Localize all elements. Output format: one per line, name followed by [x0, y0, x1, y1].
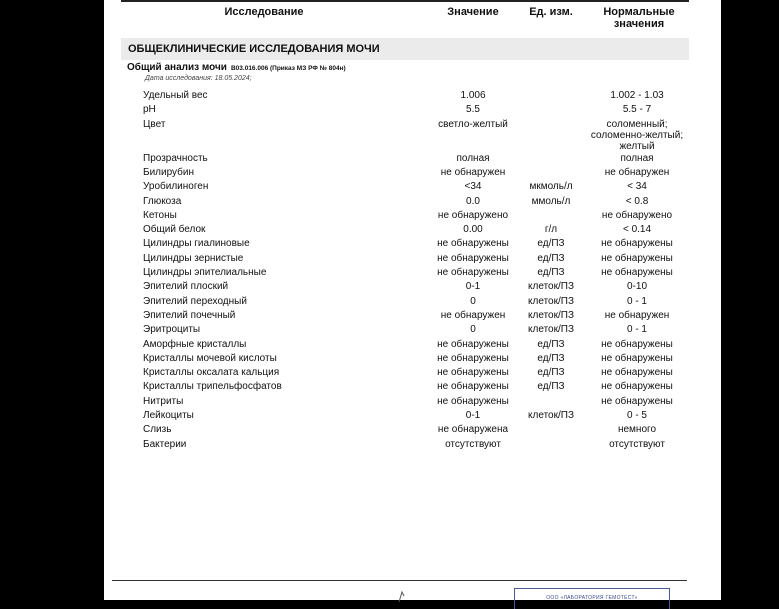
row-unit: ед/ПЗ — [537, 352, 565, 364]
row-value: не обнаружены — [437, 352, 509, 364]
row-unit: мкмоль/л — [529, 181, 573, 193]
row-norm: отсутствуют — [609, 438, 665, 450]
row-norm: < 0.8 — [625, 195, 649, 207]
row-norm: не обнаружены — [601, 267, 673, 278]
row-norm: < 34 — [627, 181, 647, 193]
row-unit: клеток/ПЗ — [528, 281, 574, 293]
row-name: Цилиндры гиалиновые — [143, 238, 250, 250]
analysis-code: В03.016.006 (Приказ МЗ РФ № 804н) — [230, 65, 346, 72]
analysis-title — [127, 62, 346, 73]
row-norm: не обнаружены — [601, 238, 673, 250]
row-value: 1.006 — [460, 90, 486, 101]
row-norm: не обнаружен — [604, 309, 670, 321]
row-name: Эпителий плоский — [143, 281, 229, 293]
row-value: не обнаружены — [437, 338, 509, 350]
row-name: Прозрачность — [143, 152, 208, 164]
row-value: не обнаружены — [437, 238, 509, 250]
row-name: Эритроциты — [143, 324, 201, 336]
row-value: не обнаружены — [437, 381, 509, 393]
row-norm: немного — [617, 424, 657, 436]
row-norm: не обнаружены — [601, 352, 673, 364]
column-header-value: Значение — [447, 6, 499, 18]
row-value: 0.00 — [463, 224, 483, 236]
row-name: Эпителий переходный — [143, 295, 247, 307]
row-name: Лейкоциты — [143, 410, 194, 421]
analysis-name: Общий анализ мочи — [127, 62, 227, 73]
row-name: Кристаллы оксалата кальция — [143, 367, 280, 379]
row-value: отсутствуют — [445, 438, 501, 450]
row-unit: ед/ПЗ — [537, 367, 565, 379]
row-unit: ед/ПЗ — [537, 252, 565, 264]
row-name: Билирубин — [143, 166, 194, 178]
row-norm: не обнаружены — [601, 395, 673, 407]
row-value: светло-желтый — [438, 118, 508, 130]
row-unit: ед/ПЗ — [537, 338, 565, 350]
column-header-unit: Ед. изм. — [529, 6, 573, 18]
row-value: не обнаружены — [437, 395, 509, 407]
row-value: полная — [456, 152, 490, 164]
row-name: Нитриты — [143, 395, 184, 407]
row-unit: г/л — [544, 224, 558, 236]
row-value: не обнаружен — [440, 309, 506, 321]
row-name: Цилиндры зернистые — [143, 252, 244, 264]
row-value: 5.5 — [466, 104, 480, 116]
row-unit: ед/ПЗ — [537, 381, 565, 393]
row-unit: ммоль/л — [531, 195, 571, 207]
row-name: Слизь — [143, 424, 172, 436]
row-name: Эпителий почечный — [143, 309, 236, 321]
row-norm: 0-10 — [626, 281, 647, 293]
row-norm: не обнаружено — [601, 209, 673, 221]
row-value: не обнаружены — [437, 367, 509, 379]
row-value: не обнаружена — [437, 424, 509, 436]
row-value: 0 — [470, 324, 476, 336]
column-header-norm: Нормальные значения — [603, 6, 675, 30]
row-norm: не обнаружен — [604, 166, 670, 178]
row-unit: клеток/ПЗ — [528, 324, 574, 336]
section-header — [121, 38, 689, 60]
row-value: не обнаружены — [437, 267, 509, 278]
row-norm: полная — [620, 152, 654, 164]
row-norm: не обнаружены — [601, 338, 673, 350]
analysis-date: Дата исследования: 18.05.2024; — [145, 75, 252, 82]
row-value: <34 — [464, 181, 482, 193]
row-norm: 0 - 1 — [626, 324, 647, 336]
row-unit: клеток/ПЗ — [528, 309, 574, 321]
row-value: не обнаружено — [437, 209, 509, 221]
row-name: Цилиндры эпителиальные — [143, 267, 267, 278]
lab-stamp-text: ООО «ЛАБОРАТОРИЯ ГЕМОТЕСТ» — [546, 595, 638, 601]
row-value: не обнаружены — [437, 252, 509, 264]
row-value: 0 — [470, 295, 476, 307]
row-norm: 0 - 5 — [626, 410, 647, 421]
row-name: Кристаллы трипельфосфатов — [143, 381, 282, 393]
row-norm: не обнаружены — [601, 381, 673, 393]
row-name: Аморфные кристаллы — [143, 338, 247, 350]
row-value: 0.0 — [466, 195, 480, 207]
lab-stamp — [514, 588, 670, 609]
row-norm: не обнаружены — [601, 367, 673, 379]
row-name: Кетоны — [143, 209, 177, 221]
row-name: Удельный вес — [143, 90, 208, 101]
row-unit: ед/ПЗ — [537, 238, 565, 250]
row-name: Уробилиноген — [143, 181, 209, 193]
row-value: 0-1 — [465, 410, 481, 421]
signature-mark-icon — [397, 590, 409, 602]
row-name: pH — [143, 104, 156, 116]
row-name: Общий белок — [143, 224, 206, 236]
row-value: не обнаружен — [440, 166, 506, 178]
report-page — [104, 0, 721, 600]
row-norm: не обнаружены — [601, 252, 673, 264]
row-norm: соломенный; соломенно-желтый; желтый — [590, 118, 684, 152]
row-value: 0-1 — [465, 281, 481, 293]
row-norm: 1.002 - 1.03 — [610, 90, 664, 101]
row-unit: ед/ПЗ — [537, 267, 565, 278]
row-unit: клеток/ПЗ — [528, 295, 574, 307]
row-name: Цвет — [143, 118, 166, 130]
row-name: Бактерии — [143, 438, 187, 450]
section-title: ОБЩЕКЛИНИЧЕСКИЕ ИССЛЕДОВАНИЯ МОЧИ — [128, 43, 380, 55]
row-norm: 5.5 - 7 — [622, 104, 652, 116]
row-norm: 0 - 1 — [626, 295, 647, 307]
column-header-study: Исследование — [224, 6, 304, 18]
header-divider — [121, 0, 689, 2]
row-name: Кристаллы мочевой кислоты — [143, 352, 277, 364]
row-unit: клеток/ПЗ — [528, 410, 574, 421]
footer-divider — [112, 580, 687, 581]
row-name: Глюкоза — [143, 195, 182, 207]
row-norm: < 0.14 — [622, 224, 652, 236]
